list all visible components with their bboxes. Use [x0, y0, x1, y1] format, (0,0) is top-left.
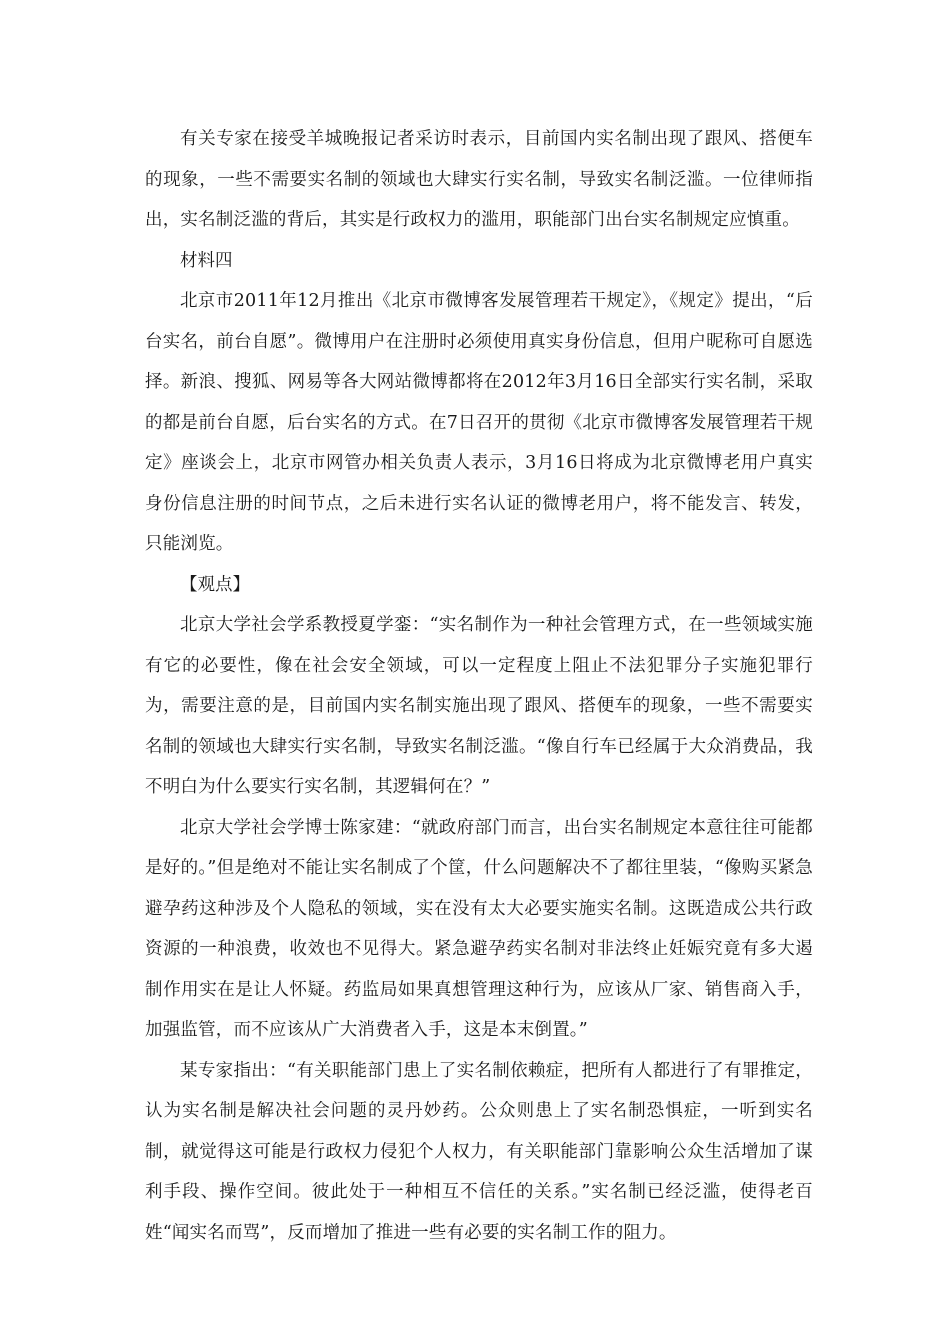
paragraph-beijing-weibo-rules: 北京市2011年12月推出《北京市微博客发展管理若干规定》，《规定》提出，“后台实名，前台自愿”。微博用户在注册时必须使用真实身份信息，但用户昵称可自愿选择。新浪、搜狐、网易等各大网站微博都将在2012年3月16日全部实行实名制，采取的都是前台自愿，后台实名的方式。在7日召开的贯彻《北京市微博客发展管理若干规定》座谈会上，北京市网管办相关负责人表示，3月16日将成为北京微博老用户真实身份信息注册的时间节点，之后未进行实名认证的微博老用户，将不能发言、转发，只能浏览。	[145, 291, 813, 554]
paragraph-expert-view: 有关专家在接受羊城晚报记者采访时表示，目前国内实名制出现了跟风、搭便车的现象，一些不需要实名制的领域也大肆实行实名制，导致实名制泛滥。一位律师指出，实名制泛滥的背后，其实是行政权力的滥用，职能部门出台实名制规定应慎重。	[145, 129, 813, 230]
document-body	[145, 119, 813, 1253]
paragraph-xia-xueluan: 北京大学社会学系教授夏学銮：“实名制作为一种社会管理方式，在一些领域实施有它的必要性，像在社会安全领域，可以一定程度上阻止不法犯罪分子实施犯罪行为，需要注意的是，目前国内实名制实施出现了跟风、搭便车的现象，一些不需要实名制的领域也大肆实行实名制，导致实名制泛滥。“像自行车已经属于大众消费品，我不明白为什么要实行实名制，其逻辑何在？”	[145, 615, 813, 797]
heading-material-four: 材料四	[180, 250, 233, 271]
paragraph-expert-dependency: 某专家指出：“有关职能部门患上了实名制依赖症，把所有人都进行了有罪推定，认为实名制是解决社会问题的灵丹妙药。公众则患上了实名制恐惧症，一听到实名制，就觉得这可能是行政权力侵犯个人权力，有关职能部门靠影响公众生活增加了谋利手段、操作空间。彼此处于一种相互不信任的关系。”实名制已经泛滥，使得老百姓“闻实名而骂”，反而增加了推进一些有必要的实名制工作的阻力。	[145, 1060, 813, 1243]
paragraph-chen-jiajian: 北京大学社会学博士陈家建：“就政府部门而言，出台实名制规定本意往往可能都是好的。”但是绝对不能让实名制成了个筐，什么问题解决不了都往里装，“像购买紧急避孕药这种涉及个人隐私的领域，实在没有太大必要实施实名制。这既造成公共行政资源的一种浪费，收效也不见得大。紧急避孕药实名制对非法终止妊娠究竟有多大遏制作用实在是让人怀疑。药监局如果真想管理这种行为，应该从厂家、销售商入手，加强监管，而不应该从广大消费者入手，这是本末倒置。”	[145, 817, 813, 1040]
heading-viewpoints: 【观点】	[180, 574, 250, 595]
